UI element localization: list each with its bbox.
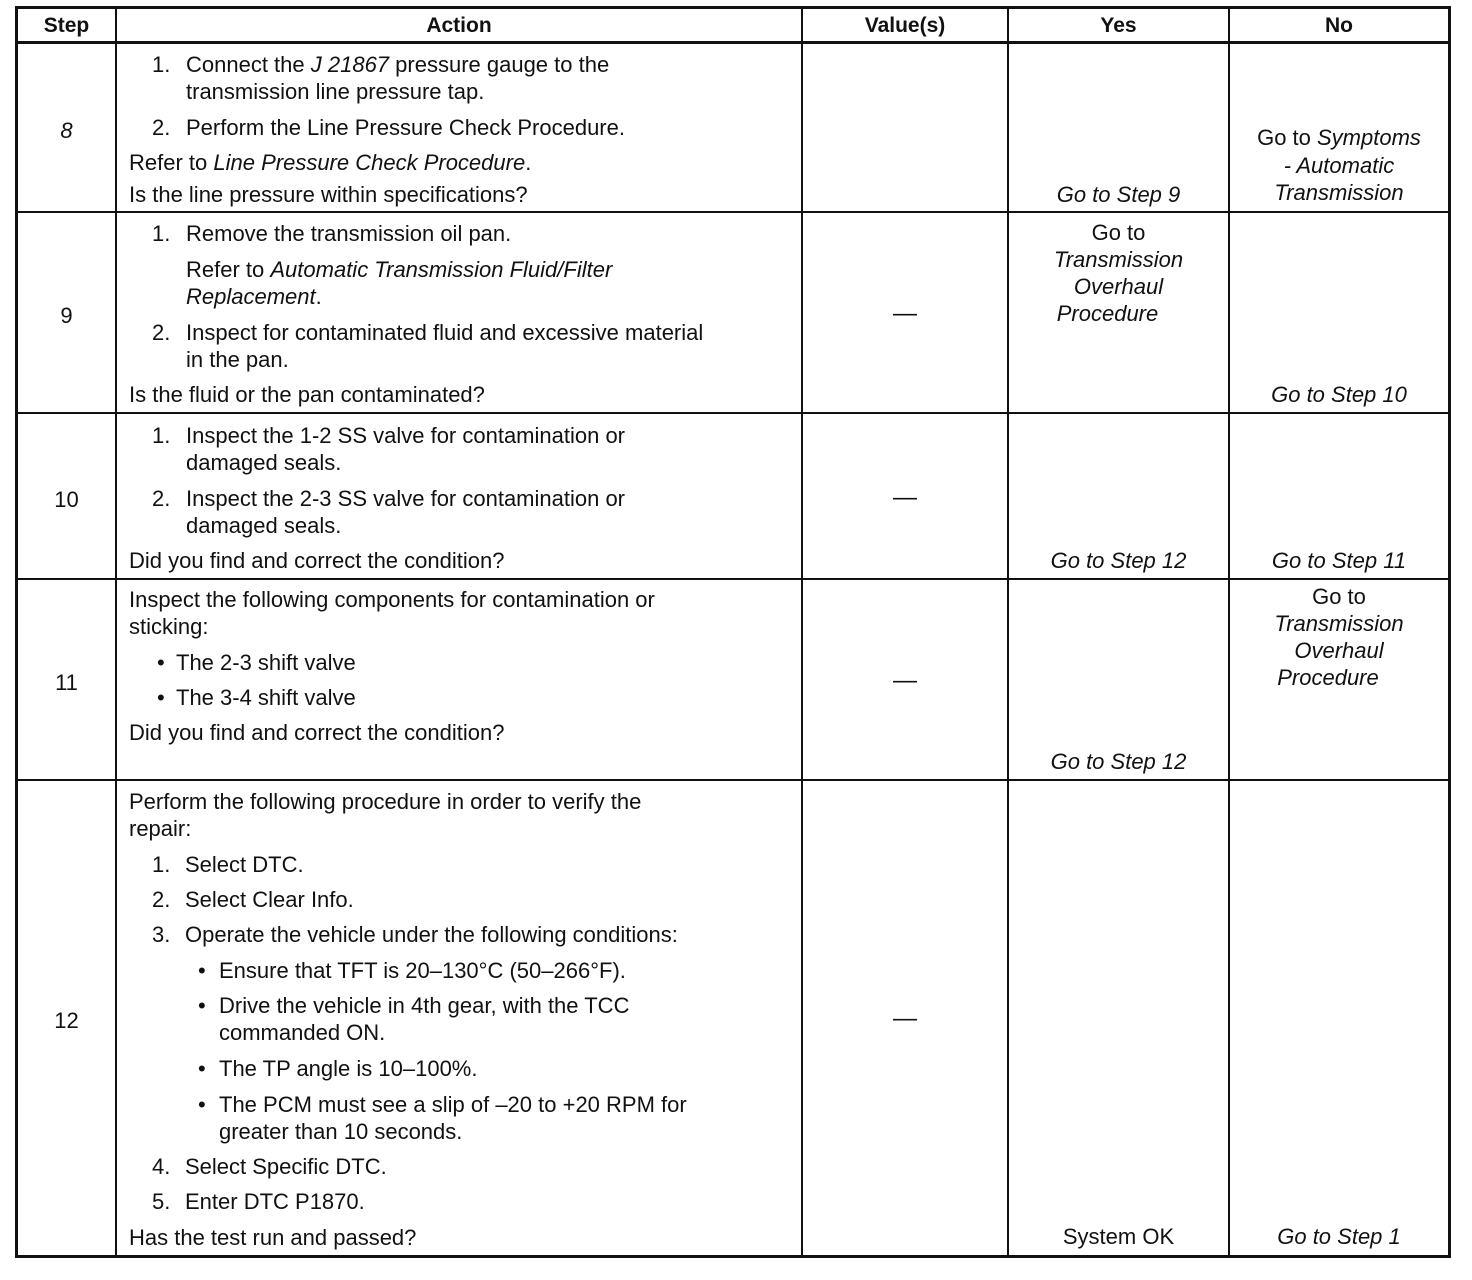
refer-text [186, 256, 612, 283]
question-text: Is the fluid or the pan contaminated? [129, 382, 485, 407]
header-step: Step [43, 14, 90, 37]
action-text: Inspect for contaminated fluid and excessive material [186, 320, 704, 345]
step-number: 9 [60, 303, 73, 328]
action-text: Inspect the 2-3 SS valve for contamination or [186, 486, 626, 511]
diagnostic-table [15, 6, 1451, 1258]
column-divider [115, 6, 117, 1258]
action-text: Perform the Line Pressure Check Procedure. [186, 115, 625, 140]
yes-result: System OK [1062, 1224, 1175, 1249]
no-link-line[interactable]: - Automatic [1283, 153, 1395, 178]
action-text [186, 51, 609, 78]
refer-suffix: . [315, 284, 322, 309]
row-divider [15, 211, 1451, 213]
no-prefix: Go to [1257, 125, 1317, 150]
bullet-text: The PCM must see a slip of –20 to +20 RPM for [219, 1092, 687, 1117]
list-number: 4. [152, 1154, 171, 1179]
column-divider [801, 6, 803, 1258]
procedure-link[interactable]: Automatic Transmission Fluid/Filter [270, 257, 613, 282]
value-dash: — [893, 484, 917, 511]
action-text: sticking: [129, 614, 209, 639]
header-no: No [1325, 14, 1353, 37]
bullet-icon: • [198, 1092, 206, 1117]
step-number: 8 [60, 118, 73, 143]
bullet-text: The 3-4 shift valve [176, 685, 356, 710]
header-values: Value(s) [864, 14, 946, 37]
no-link-line[interactable]: Overhaul [1294, 638, 1384, 663]
list-number: 1. [152, 221, 171, 246]
bullet-text: The TP angle is 10–100%. [219, 1056, 478, 1081]
action-text: damaged seals. [186, 513, 342, 538]
step-number: 12 [54, 1008, 79, 1033]
bullet-icon: • [198, 958, 206, 983]
step-number: 10 [54, 487, 79, 512]
refer-text [129, 149, 531, 176]
no-link-line[interactable]: Go to [1312, 584, 1366, 609]
no-link-text: Symptoms [1317, 125, 1421, 150]
bullet-text: Ensure that TFT is 20–130°C (50–266°F). [219, 958, 626, 983]
list-number: 1. [152, 852, 171, 877]
refer-text [186, 283, 322, 310]
value-dash: — [893, 300, 917, 327]
bullet-icon: • [157, 685, 165, 710]
action-text: damaged seals. [186, 450, 342, 475]
bullet-icon: • [198, 993, 206, 1018]
table-border-right [1448, 6, 1451, 1258]
row-divider [15, 41, 1451, 44]
action-text: Inspect the 1-2 SS valve for contamination or [186, 423, 626, 448]
question-text: Has the test run and passed? [129, 1225, 417, 1250]
bullet-text: commanded ON. [219, 1020, 386, 1045]
list-number: 1. [152, 423, 171, 448]
value-dash: — [893, 1005, 917, 1032]
question-text: Did you find and correct the condition? [129, 548, 505, 573]
no-link-line[interactable]: Transmission [1274, 611, 1404, 636]
list-number: 3. [152, 922, 171, 947]
row-divider [15, 779, 1451, 781]
list-number: 2. [152, 115, 171, 140]
action-text-part: Connect the [186, 52, 311, 77]
refer-suffix: . [525, 150, 532, 175]
list-number: 2. [152, 486, 171, 511]
yes-link-line[interactable]: Overhaul [1073, 274, 1164, 299]
list-number: 5. [152, 1189, 171, 1214]
action-text: Operate the vehicle under the following conditions: [185, 922, 678, 947]
value-dash: — [893, 667, 917, 694]
step-number: 11 [55, 670, 78, 695]
table-border-top [15, 6, 1451, 9]
bullet-icon: • [157, 650, 165, 675]
yes-link-line[interactable]: Procedure [1056, 301, 1159, 326]
no-link[interactable]: Go to Step 10 [1271, 382, 1407, 407]
action-text: repair: [129, 816, 192, 841]
no-link[interactable]: Go to Step 11 [1271, 548, 1407, 573]
action-text: Remove the transmission oil pan. [186, 221, 512, 246]
no-link-line[interactable]: Transmission [1274, 180, 1404, 205]
list-number: 2. [152, 887, 171, 912]
action-text-part: pressure gauge to the [389, 52, 610, 77]
list-number: 1. [152, 52, 171, 77]
action-text: Inspect the following components for contamination or [129, 587, 655, 612]
yes-link[interactable]: Go to Step 12 [1050, 749, 1187, 774]
row-divider [15, 578, 1451, 580]
question-text: Did you find and correct the condition? [129, 720, 505, 745]
question-text: Is the line pressure within specifications? [129, 182, 528, 207]
bullet-text: greater than 10 seconds. [219, 1119, 463, 1144]
yes-link-line[interactable]: Transmission [1053, 247, 1184, 272]
table-border-bottom [15, 1255, 1451, 1258]
no-link-line[interactable]: Procedure [1277, 665, 1379, 690]
tool-reference: J 21867 [310, 52, 390, 77]
row-divider [15, 412, 1451, 414]
header-action: Action [426, 14, 492, 37]
refer-prefix: Refer to [186, 257, 271, 282]
yes-link[interactable]: Go to Step 12 [1050, 548, 1187, 573]
bullet-text: Drive the vehicle in 4th gear, with the TCC [219, 993, 630, 1018]
header-yes: Yes [1100, 14, 1137, 37]
yes-link[interactable]: Go to Step 9 [1056, 182, 1181, 207]
refer-prefix: Refer to [129, 150, 214, 175]
no-link[interactable]: Go to Step 1 [1277, 1224, 1401, 1249]
yes-link-line[interactable]: Go to [1091, 220, 1146, 245]
procedure-link[interactable]: Replacement [186, 284, 316, 309]
bullet-icon: • [198, 1056, 206, 1081]
list-number: 2. [152, 320, 171, 345]
action-text: transmission line pressure tap. [186, 79, 485, 104]
action-text: in the pan. [186, 347, 289, 372]
table-border-left [15, 6, 18, 1258]
bullet-text: The 2-3 shift valve [176, 650, 356, 675]
action-text: Enter DTC P1870. [185, 1189, 365, 1214]
action-text: Select Specific DTC. [185, 1154, 387, 1179]
no-link[interactable] [1230, 124, 1448, 151]
action-text: Perform the following procedure in order to verify the [129, 789, 642, 814]
procedure-link[interactable]: Line Pressure Check Procedure [213, 150, 526, 175]
action-text: Select DTC. [185, 852, 304, 877]
action-text: Select Clear Info. [185, 887, 354, 912]
